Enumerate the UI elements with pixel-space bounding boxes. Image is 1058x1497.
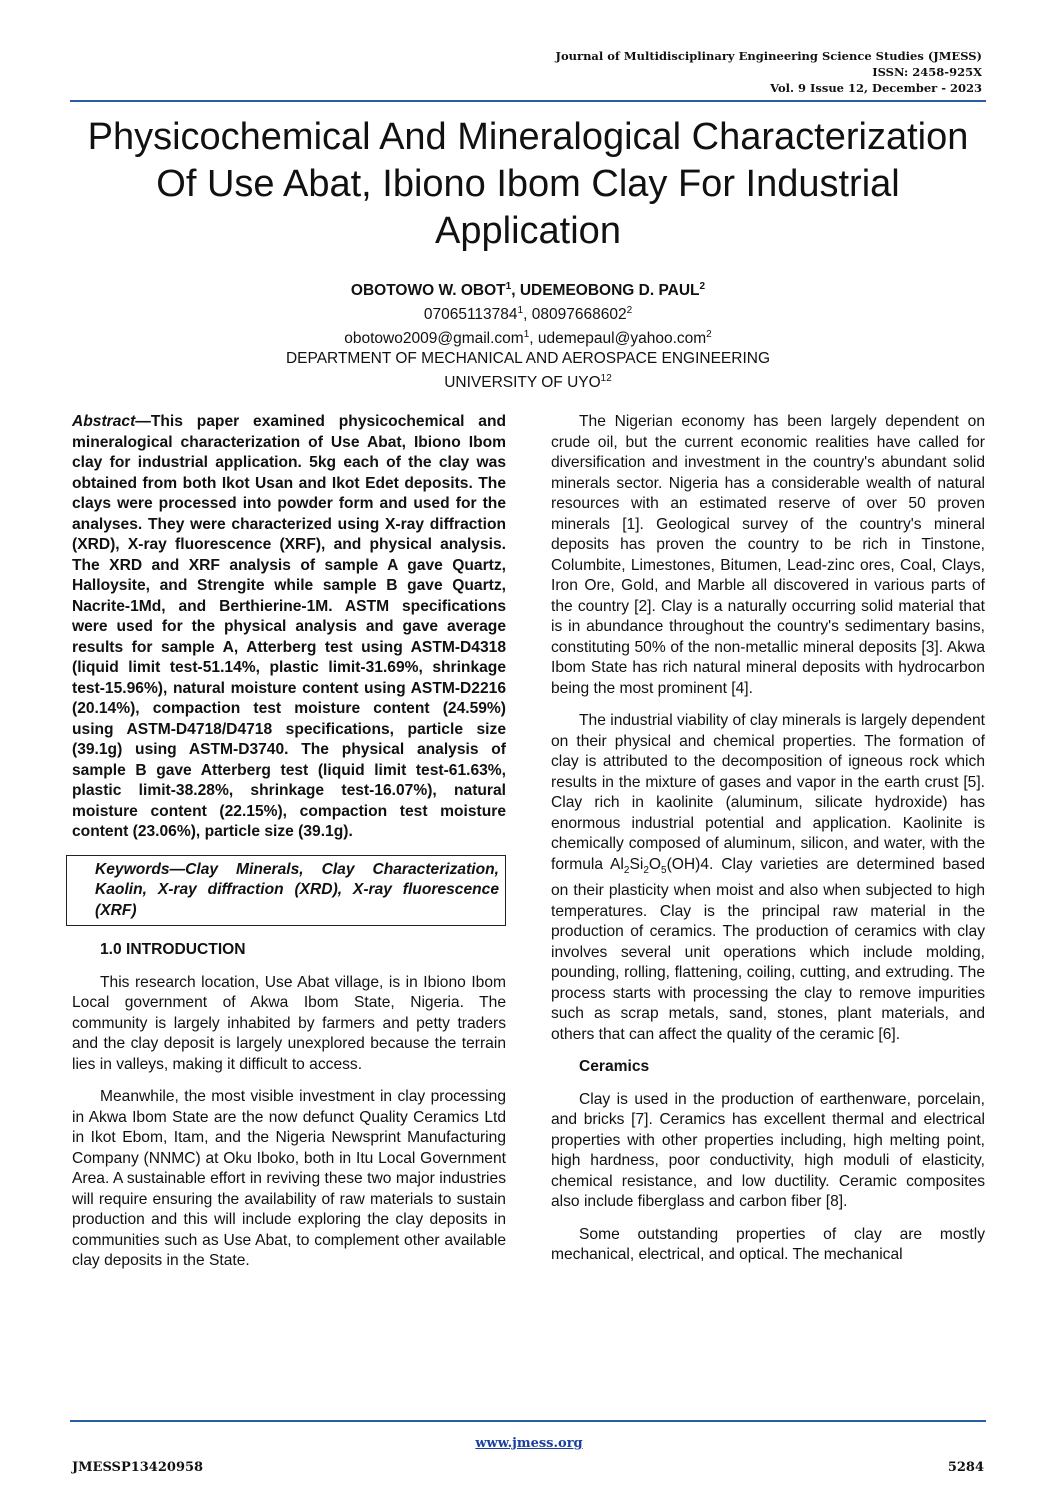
header-rule [70, 100, 986, 102]
journal-website-link[interactable]: www.jmess.org [475, 1436, 583, 1451]
author-1-sup: 1 [505, 281, 512, 292]
section-heading-ceramics: Ceramics [579, 1058, 650, 1076]
author-emails: obotowo2009@gmail.com$^1$, udemepaul@yahoo.com$^2$ [344, 329, 712, 348]
abstract [72, 412, 506, 843]
author-2-sup: 2 [699, 281, 706, 292]
department: DEPARTMENT OF MECHANICAL AND AEROSPACE ENGINEERING [285, 350, 771, 368]
intro-paragraph-2: Meanwhile, the most visible investment in clay processing in Akwa Ibom State are the now defunct Quality Ceramics Ltd in Ikot Ebom, Itam, and the Nigeria Newsprint Manufacturing Company (NNMC) at Oku Iboko, both in Itu Local Government Area. A sustainable effort in reviving these two major industries will require ensuring the availability of raw materials to sustain production and this will include exploring the clay deposits in communities such as Use Abat, to complement other available clay deposits in the State. [72, 1088, 506, 1269]
paper-title: Physicochemical And Mineralogical Characterization Of Use Abat, Ibiono Ibom Clay For Industrial Application [87, 116, 969, 252]
author-phones: 07065113784$^1$, 08097668602$^2$ [423, 305, 633, 324]
journal-header [556, 48, 982, 96]
abstract-text: —This paper examined physicochemical and mineralogical characterization of Use Abat, Ibiono Ibom clay for industrial application. 5kg each of the clay was obtained from both Ikot Usan and Ikot Edet deposits. The clays were processed into powder form and used for the analyses. They were characterized using X-ray diffraction (XRD), X-ray fluorescence (XRF), and physical analysis. The XRD and XRF analysis of sample A gave Quartz, Halloysite, and Strengite while sample B gave Quartz, Nacrite-1Md, and Berthierine-1M. ASTM specifications were used for the physical analysis and gave average results for sample A, Atterberg test using ASTM-D4318 (liquid limit test-51.14%, plastic limit-31.69%, shrinkage test-15.96%), natural moisture content using ASTM-D2216 (20.14%), compaction test moisture content (24.59%) using ASTM-D4718/D4718 specifications, particle size (39.1g) using ASTM-D3740. The physical analysis of sample B gave Atterberg test (liquid limit test-61.63%, plastic limit-38.28%, shrinkage test-16.07%), natural moisture content (22.15%), compaction test moisture content (23.06%), particle size (39.1g). [72, 413, 506, 840]
author-1: OBOTOWO W. OBOT [350, 282, 506, 300]
body-paragraph-1: The Nigerian economy has been largely dependent on crude oil, but the current economic realities have called for diversification and investment in the country's abundant solid minerals sector. Nigeria has a considerable wealth of natural resources with an estimated reserve of over 50 proven minerals [1]. Geological survey of the country's mineral deposits has proven the country to be rich in Tinstone, Columbite, Limestones, Bitumen, Lead-zinc ores, Coal, Clays, Iron Ore, Gold, and Marble all discovered in various parts of the country [2]. Clay is a naturally occurring solid material that is in abundance throughout the country's sedimentary basins, constituting 50% of the non-metallic mineral deposits [3]. Akwa Ibom State has rich natural mineral deposits with hydrocarbon being the most prominent [4]. [551, 413, 985, 697]
body-paragraph-4: Some outstanding properties of clay are mostly mechanical, electrical, and optical. The mechanical [551, 1225, 985, 1264]
abstract-lead: Abstract [72, 413, 136, 430]
body-paragraph-3: Clay is used in the production of earthenware, porcelain, and bricks [7]. Ceramics has excellent thermal and electrical properties with other properties including, high melting point, high hardness, poor conductivity, high moduli of elasticity, chemical resistance, and low ductility. Ceramic composites also include fiberglass and carbon fiber [8]. [551, 1090, 985, 1211]
left-column [72, 412, 506, 1284]
intro-paragraph-1: This research location, Use Abat village, is in Ibiono Ibom Local government of Akwa Ibom State, Nigeria. The community is largely inhabited by farmers and petty traders and the clay deposit is largely unexplored because the terrain lies in valleys, making it difficult to access. [72, 973, 506, 1073]
keywords-box: Keywords—Clay Minerals, Clay Characterization, Kaolin, X-ray diffraction (XRD), X-ray fluorescence (XRF) [66, 855, 506, 927]
university-sup: 12 [600, 373, 612, 385]
section-heading-introduction: 1.0 INTRODUCTION [100, 941, 246, 958]
right-column [551, 412, 985, 1278]
author-names: OBOTOWO W. OBOT$^1$, UDEMEOBONG D. PAUL$^2$ [350, 281, 706, 300]
phone-1: 07065113784 [423, 306, 518, 324]
page-number: 5284 [947, 1460, 984, 1475]
email-1: obotowo2009@gmail.com [344, 330, 524, 348]
phone-2: 08097668602 [531, 306, 627, 324]
university: UNIVERSITY OF UYO$^{12}$ [444, 373, 612, 392]
body-paragraph-2: The industrial viability of clay minerals is largely dependent on their physical and chemical properties. The formation of clay is attributed to the decomposition of igneous rock which results in the mixture of gases and vapor in the earth crust [5]. Clay rich in kaolinite (aluminum, silicate hydroxide) has enormous industrial potential and application. Kaolinite is chemically composed of aluminum, silicon, and water, with the formula $Al_2Si_2O_5(OH)4$. Clay varieties are determined based on their plasticity when moist and also when subjected to high temperatures. Clay is the principal raw material in the production of ceramics. The production of ceramics with clay involves several unit operations which include molding, pounding, rolling, flattening, coiling, cutting, and extruding. The process starts with processing the clay to remove impurities such as scrap metals, sand, stones, plant materials, and others that can affect the quality of the ceramic [6]. [551, 712, 985, 1043]
author-block [70, 277, 986, 394]
journal-volume: Vol. 9 Issue 12, December - 2023 [770, 81, 982, 95]
author-2: UDEMEOBONG D. PAUL [519, 282, 700, 300]
footer-rule [70, 1420, 986, 1422]
journal-name: Journal of Multidisciplinary Engineering Science Studies (JMESS) [555, 49, 982, 63]
paper-id: JMESSP13420958 [72, 1460, 204, 1475]
journal-issn: ISSN: 2458-925X [872, 65, 982, 79]
email-2: udemepaul@yahoo.com [537, 330, 707, 348]
